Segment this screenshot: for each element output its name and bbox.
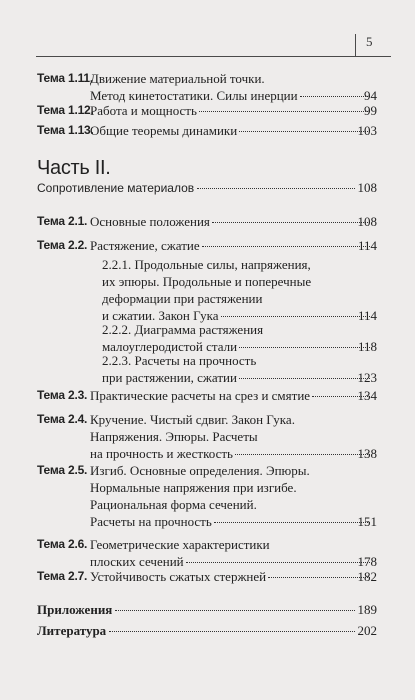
page-ref: 138 xyxy=(357,446,377,461)
page-ref: 108 xyxy=(357,214,377,229)
topic-title: Растяжение, сжатие xyxy=(90,237,372,254)
subtopic-title: 2.2.3. Расчеты на прочность при растяжении, сжатии xyxy=(102,352,372,386)
toc-entry-1-13[interactable] xyxy=(0,122,415,139)
topic-title: Работа и мощность xyxy=(90,102,372,119)
topic-label: Тема 2.6. xyxy=(37,537,88,551)
page-ref: 134 xyxy=(357,388,377,403)
topic-label: Тема 2.4. xyxy=(37,412,88,426)
toc-subentry-2-2-3[interactable] xyxy=(0,352,415,386)
toc-entry-appendices[interactable] xyxy=(37,602,377,619)
toc-entry-2-7[interactable] xyxy=(0,568,415,585)
toc-entry-1-12[interactable] xyxy=(0,102,415,119)
topic-label: Тема 1.11. xyxy=(37,71,94,85)
topic-title: Геометрические характеристики плоских сечений xyxy=(90,536,372,570)
backmatter-title: Приложения xyxy=(37,602,113,617)
topic-label: Тема 2.2. xyxy=(37,238,88,252)
topic-title: Кручение. Чистый сдвиг. Закон Гука. Напряжения. Эпюры. Расчеты на прочность и жесткость xyxy=(90,411,372,462)
section-entry-materials[interactable] xyxy=(37,180,377,197)
page-ref: 114 xyxy=(357,308,377,323)
topic-label: Тема 1.12. xyxy=(37,103,94,117)
backmatter-title: Литература xyxy=(37,623,107,638)
topic-title: Основные положения xyxy=(90,213,372,230)
page-ref: 151 xyxy=(357,514,377,529)
page-ref: 94 xyxy=(364,88,377,103)
toc-entry-2-2[interactable] xyxy=(0,237,415,254)
section-title: Сопротивление материалов xyxy=(37,181,195,195)
part-heading: Часть II. xyxy=(37,157,111,179)
page-number: 5 xyxy=(366,34,373,49)
topic-label: Тема 2.5. xyxy=(37,463,88,477)
page-ref: 118 xyxy=(357,339,377,354)
page-ref: 189 xyxy=(357,602,377,617)
page-ref: 99 xyxy=(364,103,377,118)
topic-label: Тема 2.7. xyxy=(37,569,88,583)
page-ref: 178 xyxy=(357,554,377,569)
topic-title: Устойчивость сжатых стержней xyxy=(90,568,372,585)
toc-entry-2-5[interactable] xyxy=(0,462,415,530)
topic-title: Общие теоремы динамики xyxy=(90,122,372,139)
toc-entry-2-3[interactable] xyxy=(0,387,415,404)
toc-entry-2-6[interactable] xyxy=(0,536,415,570)
header-rule xyxy=(36,56,391,57)
toc-subentry-2-2-2[interactable] xyxy=(0,321,415,355)
topic-title: Практические расчеты на срез и смятие xyxy=(90,387,372,404)
page-ref: 114 xyxy=(357,238,377,253)
subtopic-title: 2.2.1. Продольные силы, напряжения, их эпюры. Продольные и поперечные деформации при растяжении и сжатии. Закон Гука xyxy=(102,256,372,324)
toc-entry-2-4[interactable] xyxy=(0,411,415,462)
subtopic-title: 2.2.2. Диаграмма растяжения малоуглеродистой стали xyxy=(102,321,372,355)
toc-subentry-2-2-1[interactable] xyxy=(0,256,415,324)
header-tick xyxy=(355,34,356,56)
page-ref: 108 xyxy=(357,180,377,195)
toc-entry-2-1[interactable] xyxy=(0,213,415,230)
topic-title: Изгиб. Основные определения. Эпюры. Нормальные напряжения при изгибе. Рациональная форма сечений. Расчеты на прочность xyxy=(90,462,372,530)
toc-entry-1-11[interactable] xyxy=(0,70,415,104)
page-ref: 182 xyxy=(357,569,377,584)
page-ref: 103 xyxy=(357,123,377,138)
topic-label: Тема 1.13. xyxy=(37,123,94,137)
topic-label: Тема 2.3. xyxy=(37,388,88,402)
page-ref: 123 xyxy=(357,370,377,385)
topic-title: Движение материальной точки. Метод кинетостатики. Силы инерции xyxy=(90,70,372,104)
toc-entry-references[interactable] xyxy=(37,623,377,640)
topic-label: Тема 2.1. xyxy=(37,214,88,228)
page-ref: 202 xyxy=(357,623,377,638)
